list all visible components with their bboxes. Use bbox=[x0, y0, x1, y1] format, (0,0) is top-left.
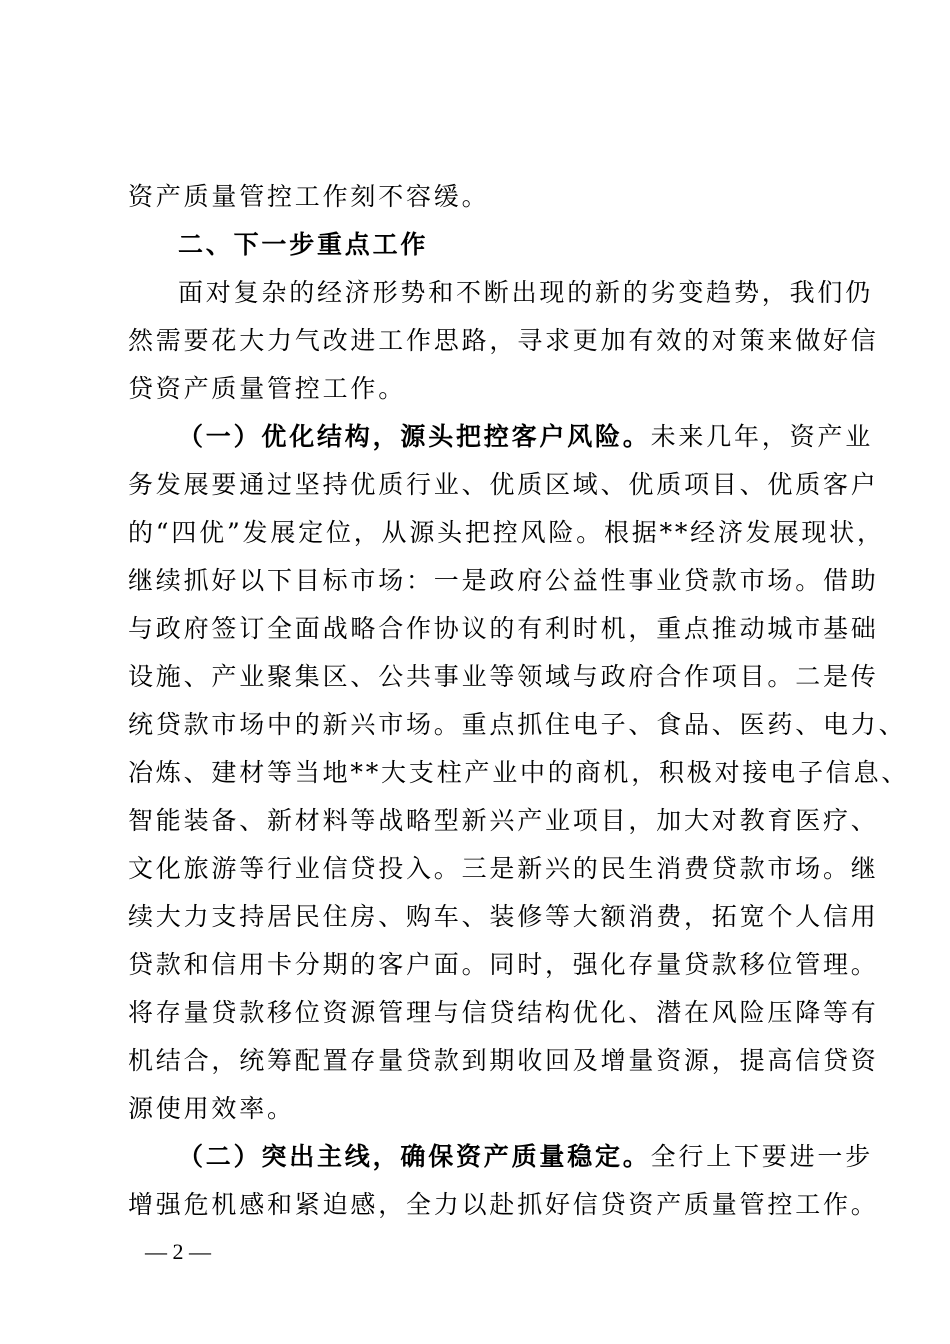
body-text-line: 冶炼、建材等当地**大支柱产业中的商机，积极对接电子信息、 bbox=[128, 758, 910, 787]
body-text-line: 资产质量管控工作刻不容缓。 bbox=[128, 182, 490, 211]
section-heading: 二、下一步重点工作 bbox=[178, 230, 429, 259]
subsection-heading: （二）突出主线，确保资产质量稳定。 bbox=[178, 1142, 651, 1171]
body-text-line: 与政府签订全面战略合作协议的有利时机，重点推动城市基础 bbox=[128, 614, 879, 643]
body-text-line: 贷资产质量管控工作。 bbox=[128, 374, 407, 403]
body-text-line: 务发展要通过坚持优质行业、优质区域、优质项目、优质客户 bbox=[128, 470, 879, 499]
subsection-heading: （一）优化结构，源头把控客户风险。 bbox=[178, 422, 651, 451]
body-text-line: 将存量贷款移位资源管理与信贷结构优化、潜在风险压降等有 bbox=[128, 998, 879, 1027]
body-text-line: 贷款和信用卡分期的客户面。同时，强化存量贷款移位管理。 bbox=[128, 950, 879, 979]
body-text-span: 未来几年，资产业 bbox=[650, 422, 874, 451]
body-text-line: 源使用效率。 bbox=[128, 1094, 295, 1123]
body-text-line: 续大力支持居民住房、购车、装修等大额消费，拓宽个人信用 bbox=[128, 902, 879, 931]
body-text-line: 设施、产业聚集区、公共事业等领域与政府合作项目。二是传 bbox=[128, 662, 879, 691]
body-text-line: 增强危机感和紧迫感，全力以赴抓好信贷资产质量管控工作。 bbox=[128, 1190, 879, 1219]
body-text-line: 然需要花大力气改进工作思路，寻求更加有效的对策来做好信 bbox=[128, 326, 879, 355]
body-text-line: 智能装备、新材料等战略型新兴产业项目，加大对教育医疗、 bbox=[128, 806, 879, 835]
body-text-line: 面对复杂的经济形势和不断出现的新的劣变趋势，我们仍 bbox=[178, 278, 874, 307]
body-text-line: 文化旅游等行业信贷投入。三是新兴的民生消费贷款市场。继 bbox=[128, 854, 879, 883]
body-text-line: 的“四优”发展定位，从源头把控风险。根据**经济发展现状， bbox=[128, 518, 885, 547]
body-text-line: 机结合，统筹配置存量贷款到期收回及增量资源，提高信贷资 bbox=[128, 1046, 879, 1075]
page-number: — 2 — bbox=[145, 1239, 211, 1264]
subsection-line bbox=[178, 1142, 873, 1172]
body-text-line: 统贷款市场中的新兴市场。重点抓住电子、食品、医药、电力、 bbox=[128, 710, 907, 739]
body-text-line: 继续抓好以下目标市场：一是政府公益性事业贷款市场。借助 bbox=[128, 566, 879, 595]
body-text-span: 全行上下要进一步 bbox=[650, 1142, 874, 1171]
subsection-line bbox=[178, 422, 873, 452]
